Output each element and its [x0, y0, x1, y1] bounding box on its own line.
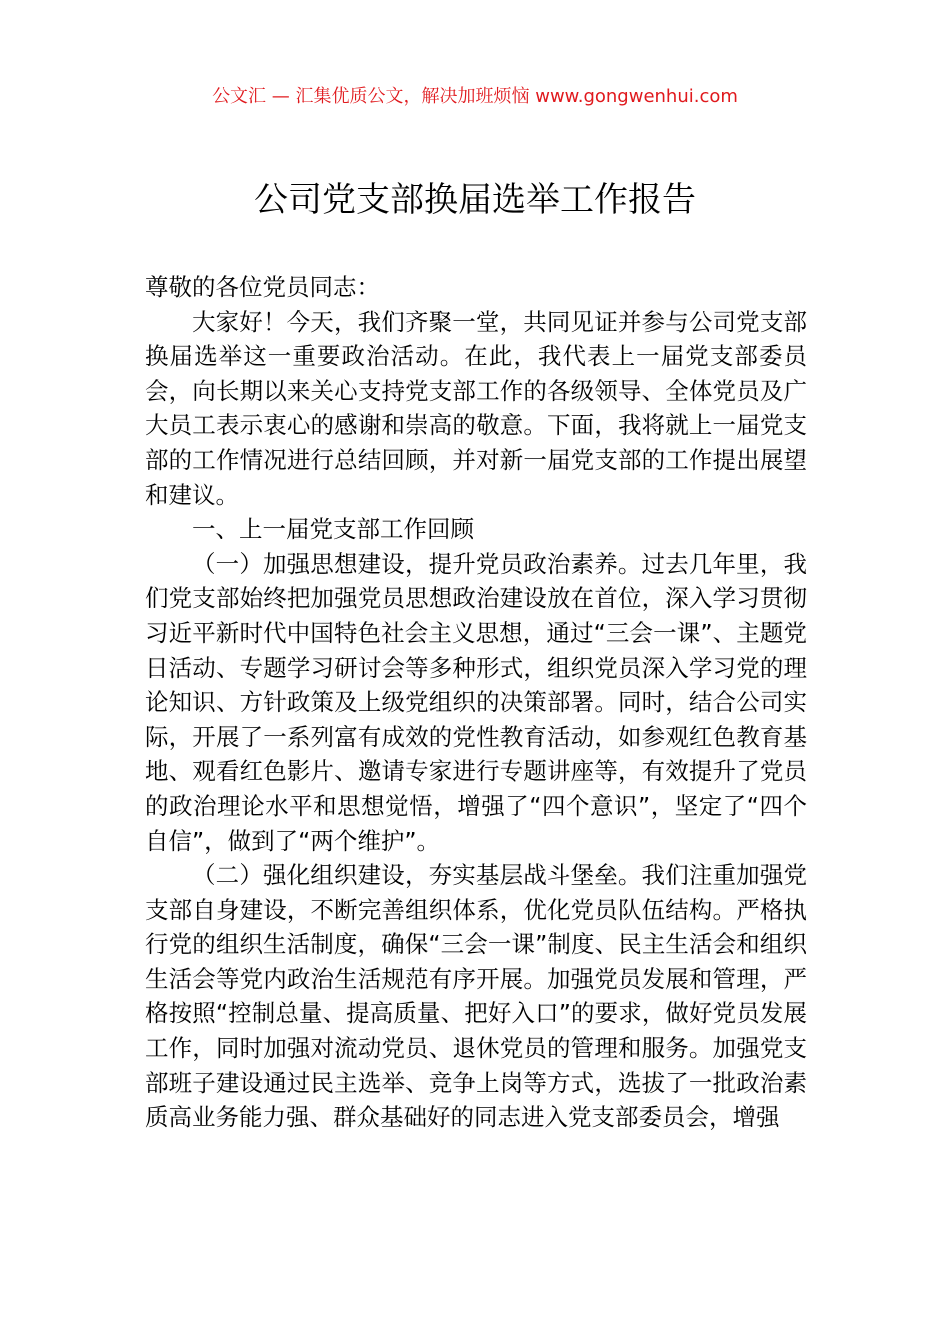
header-banner: 公文汇 — 汇集优质公文，解决加班烦恼 www.gongwenhui.com: [212, 86, 738, 107]
paragraph-organization: （二）强化组织建设，夯实基层战斗堡垒。我们注重加强党支部自身建设，不断完善组织体系，优化党员队伍结构。严格执行党的组织生活制度，确保“三会一课”制度、民主生活会和组织生活会等党内政治生活规范有序开展。加强党员发展和管理，严格按照“控制总量、提高质量、把好入口”的要求，做好党员发展工作，同时加强对流动党员、退休党员的管理和服务。加强党支部班子建设通过民主选举、竞争上岗等方式，选拔了一批政治素质高业务能力强、群众基础好的同志进入党支部委员会，增强: [145, 861, 807, 1132]
paragraph-ideology: （一）加强思想建设，提升党员政治素养。过去几年里，我们党支部始终把加强党员思想政治建设放在首位，深入学习贯彻习近平新时代中国特色社会主义思想，通过“三会一课”、主题党日活动、专题学习研讨会等多种形式，组织党员深入学习党的理论知识、方针政策及上级党组织的决策部署。同时，结合公司实际，开展了一系列富有成效的党性教育活动，如参观红色教育基地、观看红色影片、邀请专家进行专题讲座等，有效提升了党员的政治理论水平和思想觉悟，增强了“四个意识”，坚定了“四个自信”，做到了“两个维护”。: [145, 549, 807, 855]
section-heading: 一、上一届党支部工作回顾: [192, 515, 474, 544]
salutation: 尊敬的各位党员同志：: [145, 273, 380, 301]
document-body: [145, 270, 807, 1135]
document-title: 公司党支部换届选举工作报告: [254, 180, 696, 220]
paragraph-intro: 大家好！今天，我们齐聚一堂，共同见证并参与公司党支部换届选举这一重要政治活动。在此，我代表上一届党支部委员会，向长期以来关心支持党支部工作的各级领导、全体党员及广大员工表示衷心的感谢和崇高的敬意。下面，我将就上一届党支部的工作情况进行总结回顾，并对新一届党支部的工作提出展望和建议。: [145, 307, 807, 509]
